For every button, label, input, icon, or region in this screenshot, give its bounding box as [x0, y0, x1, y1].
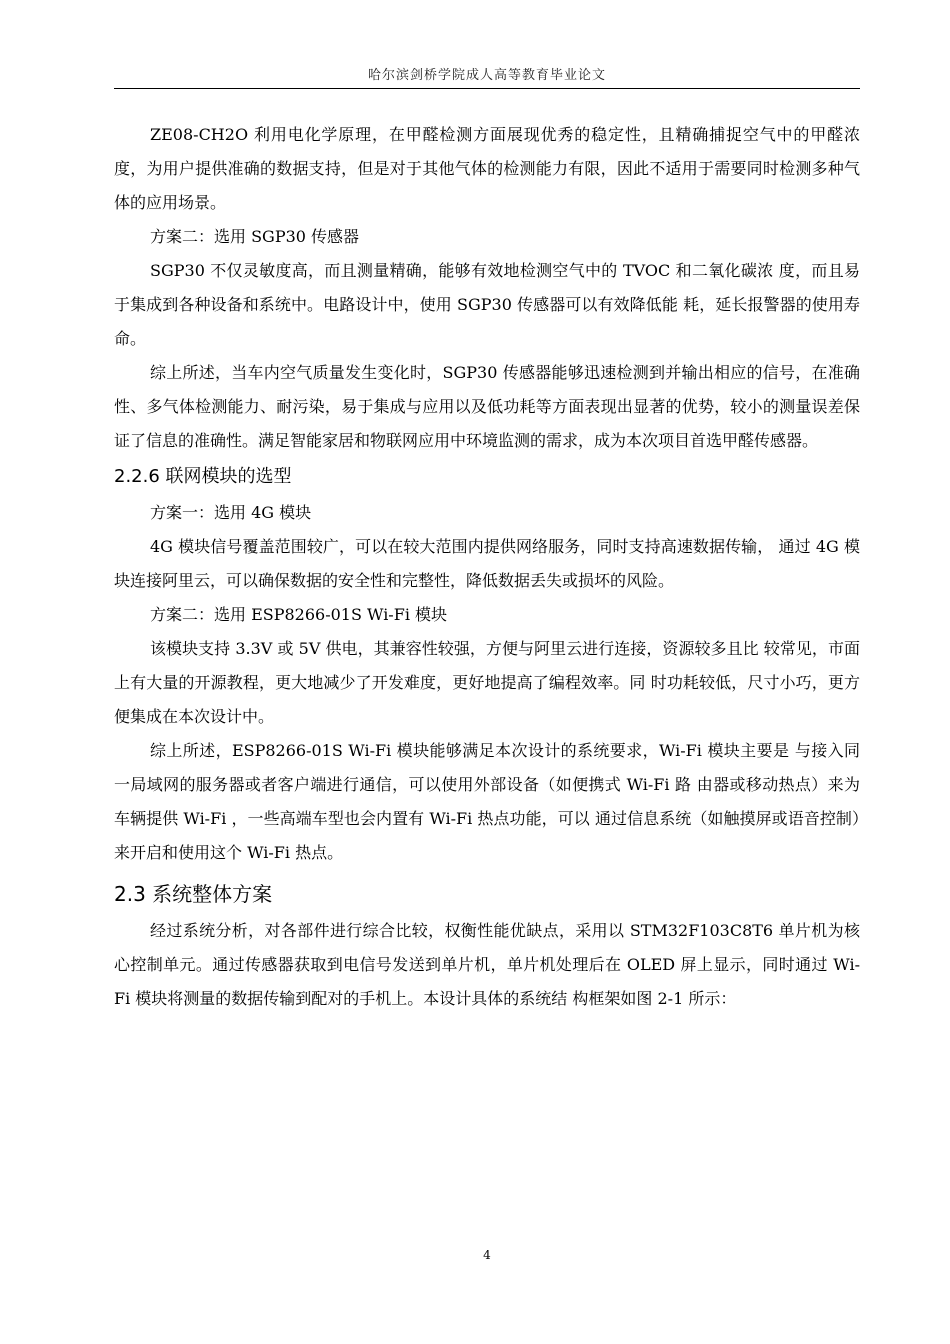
paragraph-sgp30-description: SGP30 不仅灵敏度高，而且测量精确，能够有效地检测空气中的 TVOC 和二氧化碳浓 度，而且易于集成到各种设备和系统中。电路设计中，使用 SGP30 传感器可以有效降低能 耗，延长报警器的使用寿命。 [114, 261, 860, 348]
page-body [114, 118, 860, 1016]
paragraph-ze08-summary: ZE08-CH2O 利用电化学原理，在甲醛检测方面展现优秀的稳定性，且精确捕捉空气中的甲醛浓度，为用户提供准确的数据支持，但是对于其他气体的检测能力有限，因此不适用于需要同时检测多种气体的应用场景。 [114, 125, 860, 212]
paragraph-sensor-conclusion: 综上所述，当车内空气质量发生变化时，SGP30 传感器能够迅速检测到并输出相应的信号，在准确性、多气体检测能力、耐污染，易于集成与应用以及低功耗等方面表现出显著的优势，较小的测量误差保证了信息的准确性。满足智能家居和物联网应用中环境监测的需求，成为本次项目首选甲醛传感器。 [114, 363, 860, 450]
option-two-esp8266-heading: 方案二：选用 ESP8266-01S Wi-Fi 模块 [150, 605, 448, 624]
header-rule [114, 88, 860, 89]
option-two-sgp30-heading: 方案二：选用 SGP30 传感器 [150, 227, 360, 246]
paragraph-wifi-conclusion: 综上所述，ESP8266-01S Wi-Fi 模块能够满足本次设计的系统要求，Wi-Fi 模块主要是 与接入同一局域网的服务器或者客户端进行通信，可以使用外部设备（如便携式 Wi-Fi 路 由器或移动热点）来为车辆提供 Wi-Fi ，一些高端车型也会内置有 Wi-Fi 热点功能，可以 通过信息系统（如触摸屏或语音控制）来开启和使用这个 Wi-Fi 热点。 [114, 741, 860, 862]
paragraph-4g-description: 4G 模块信号覆盖范围较广，可以在较大范围内提供网络服务，同时支持高速数据传输， 通过 4G 模块连接阿里云，可以确保数据的安全性和完整性，降低数据丢失或损坏的风险。 [114, 537, 860, 590]
running-header: 哈尔滨剑桥学院成人高等教育毕业论文 [367, 68, 606, 83]
section-heading-2-2-6: 2.2.6 联网模块的选型 [114, 466, 292, 487]
page-number: 4 [483, 1248, 491, 1262]
paragraph-system-overview: 经过系统分析，对各部件进行综合比较，权衡性能优缺点，采用以 STM32F103C8T6 单片机为核心控制单元。通过传感器获取到电信号发送到单片机，单片机处理后在 OLED 屏上显示，同时通过 Wi-Fi 模块将测量的数据传输到配对的手机上。本设计具体的系统结 构框架如图 2-1 所示： [114, 921, 860, 1008]
option-one-4g-heading: 方案一：选用 4G 模块 [150, 503, 312, 522]
paragraph-esp8266-description: 该模块支持 3.3V 或 5V 供电，其兼容性较强，方便与阿里云进行连接，资源较多且比 较常见，市面上有大量的开源教程，更大地减少了开发难度，更好地提高了编程效率。同 时功耗较低，尺寸小巧，更方便集成在本次设计中。 [114, 639, 860, 726]
section-heading-2-3: 2.3 系统整体方案 [114, 882, 273, 906]
